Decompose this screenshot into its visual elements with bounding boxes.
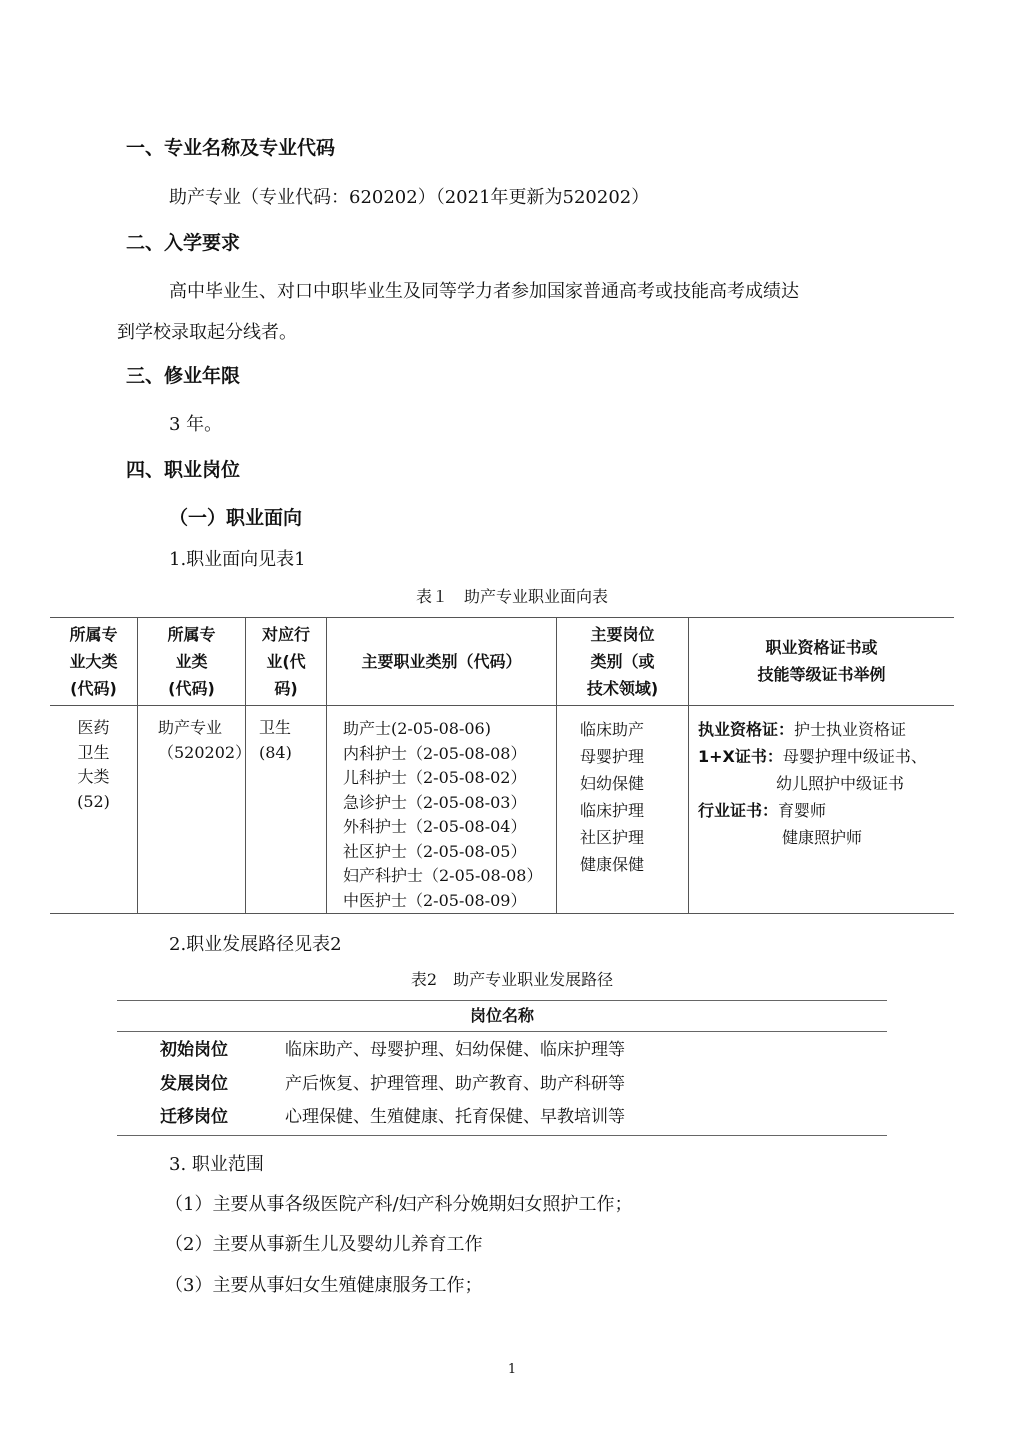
table2-row-label: 迁移岗位 (160, 1107, 228, 1127)
table2-row-label: 发展岗位 (160, 1074, 228, 1094)
table2-row-value: 临床助产、母婴护理、妇幼保健、临床护理等 (285, 1040, 625, 1060)
list-item: 社区护士（2-05-08-05） (343, 841, 527, 861)
table1-header-industry: 对应行 业(代 码) (261, 624, 310, 698)
table2-header: 岗位名称 (469, 1006, 534, 1025)
list-item: 助产士(2-05-08-06) (343, 719, 491, 738)
scope-item: （1）主要从事各级医院产科/妇产科分娩期妇女照护工作； (165, 1194, 633, 1215)
table2-row-label: 初始岗位 (160, 1040, 228, 1060)
section-4-item3: 3. 职业范围 (169, 1154, 264, 1175)
list-item: 儿科护士（2-05-08-02） (343, 768, 527, 787)
table2-row-value: 产后恢复、护理管理、助产教育、助产科研等 (285, 1074, 625, 1094)
section-3-title: 三、修业年限 (126, 365, 241, 387)
scope-item: （3）主要从事妇女生殖健康服务工作； (165, 1275, 483, 1296)
table1-header-occupation: 主要职业类别（代码） (361, 651, 522, 671)
section-1-title: 一、专业名称及专业代码 (126, 137, 336, 159)
table1-major-category: 医药 卫生 大类 (52) (77, 718, 110, 811)
section-4-item2: 2.职业发展路径见表2 (169, 934, 342, 955)
list-item: 外科护士（2-05-08-04） (343, 817, 527, 836)
section-3-text: 3 年。 (169, 414, 223, 435)
list-item: 社区护理 (580, 828, 645, 847)
list-item: 急诊护士（2-05-08-03） (343, 792, 527, 812)
career-orientation-table (50, 617, 954, 914)
table1-certificate-list: 执业资格证：护士执业资格证 1+X证书：母婴护理中级证书、 幼儿照护中级证书 行业证书：育婴师 健康照护师 (698, 720, 927, 847)
list-item: 中医护士（2-05-08-09） (343, 890, 527, 910)
scope-item: （2）主要从事新生儿及婴幼儿养育工作 (165, 1234, 483, 1255)
section-2-text-line1: 高中毕业生、对口中职毕业生及同等学力者参加国家普通高考或技能高考成绩达 (169, 281, 799, 302)
list-item: 内科护士（2-05-08-08） (343, 743, 527, 763)
section-4-title: 四、职业岗位 (126, 459, 241, 481)
list-item: 妇产科护士（2-05-08-08） (343, 866, 543, 885)
career-path-table (117, 1000, 887, 1136)
page-number: 1 (507, 1362, 517, 1377)
table2-row-value: 心理保健、生殖健康、托育保健、早教培训等 (285, 1107, 625, 1127)
table1-major-class: 助产专业 （520202） (158, 718, 252, 762)
list-item: 母婴护理 (580, 747, 645, 766)
table2-caption: 表2 助产专业职业发展路径 (410, 970, 614, 989)
section-2-title: 二、入学要求 (126, 232, 241, 254)
list-item: 临床助产 (580, 720, 645, 739)
table1-header-certificates: 职业资格证书或 技能等级证书举例 (757, 638, 886, 684)
list-item: 妇幼保健 (580, 774, 645, 793)
section-4-item1: 1.职业面向见表1 (169, 549, 306, 570)
section-4-subtitle: （一）职业面向 (169, 507, 303, 529)
section-1-text: 助产专业（专业代码：620202）（2021年更新为520202） (169, 187, 650, 208)
table1-industry: 卫生 (84) (259, 718, 292, 762)
table1-header-positions: 主要岗位 类别（或 技术领域) (586, 624, 659, 698)
table1-header-major-category: 所属专 业大类 (代码) (69, 624, 118, 698)
list-item: 健康保健 (580, 855, 645, 874)
table1-position-list (580, 716, 644, 878)
section-2-text-line2: 到学校录取起分线者。 (117, 322, 297, 343)
table1-occupation-list (343, 717, 542, 913)
table1-caption: 表１ 助产专业职业面向表 (415, 587, 608, 606)
list-item: 临床护理 (580, 801, 645, 820)
table1-header-major-class: 所属专 业类 (代码) (167, 624, 216, 698)
